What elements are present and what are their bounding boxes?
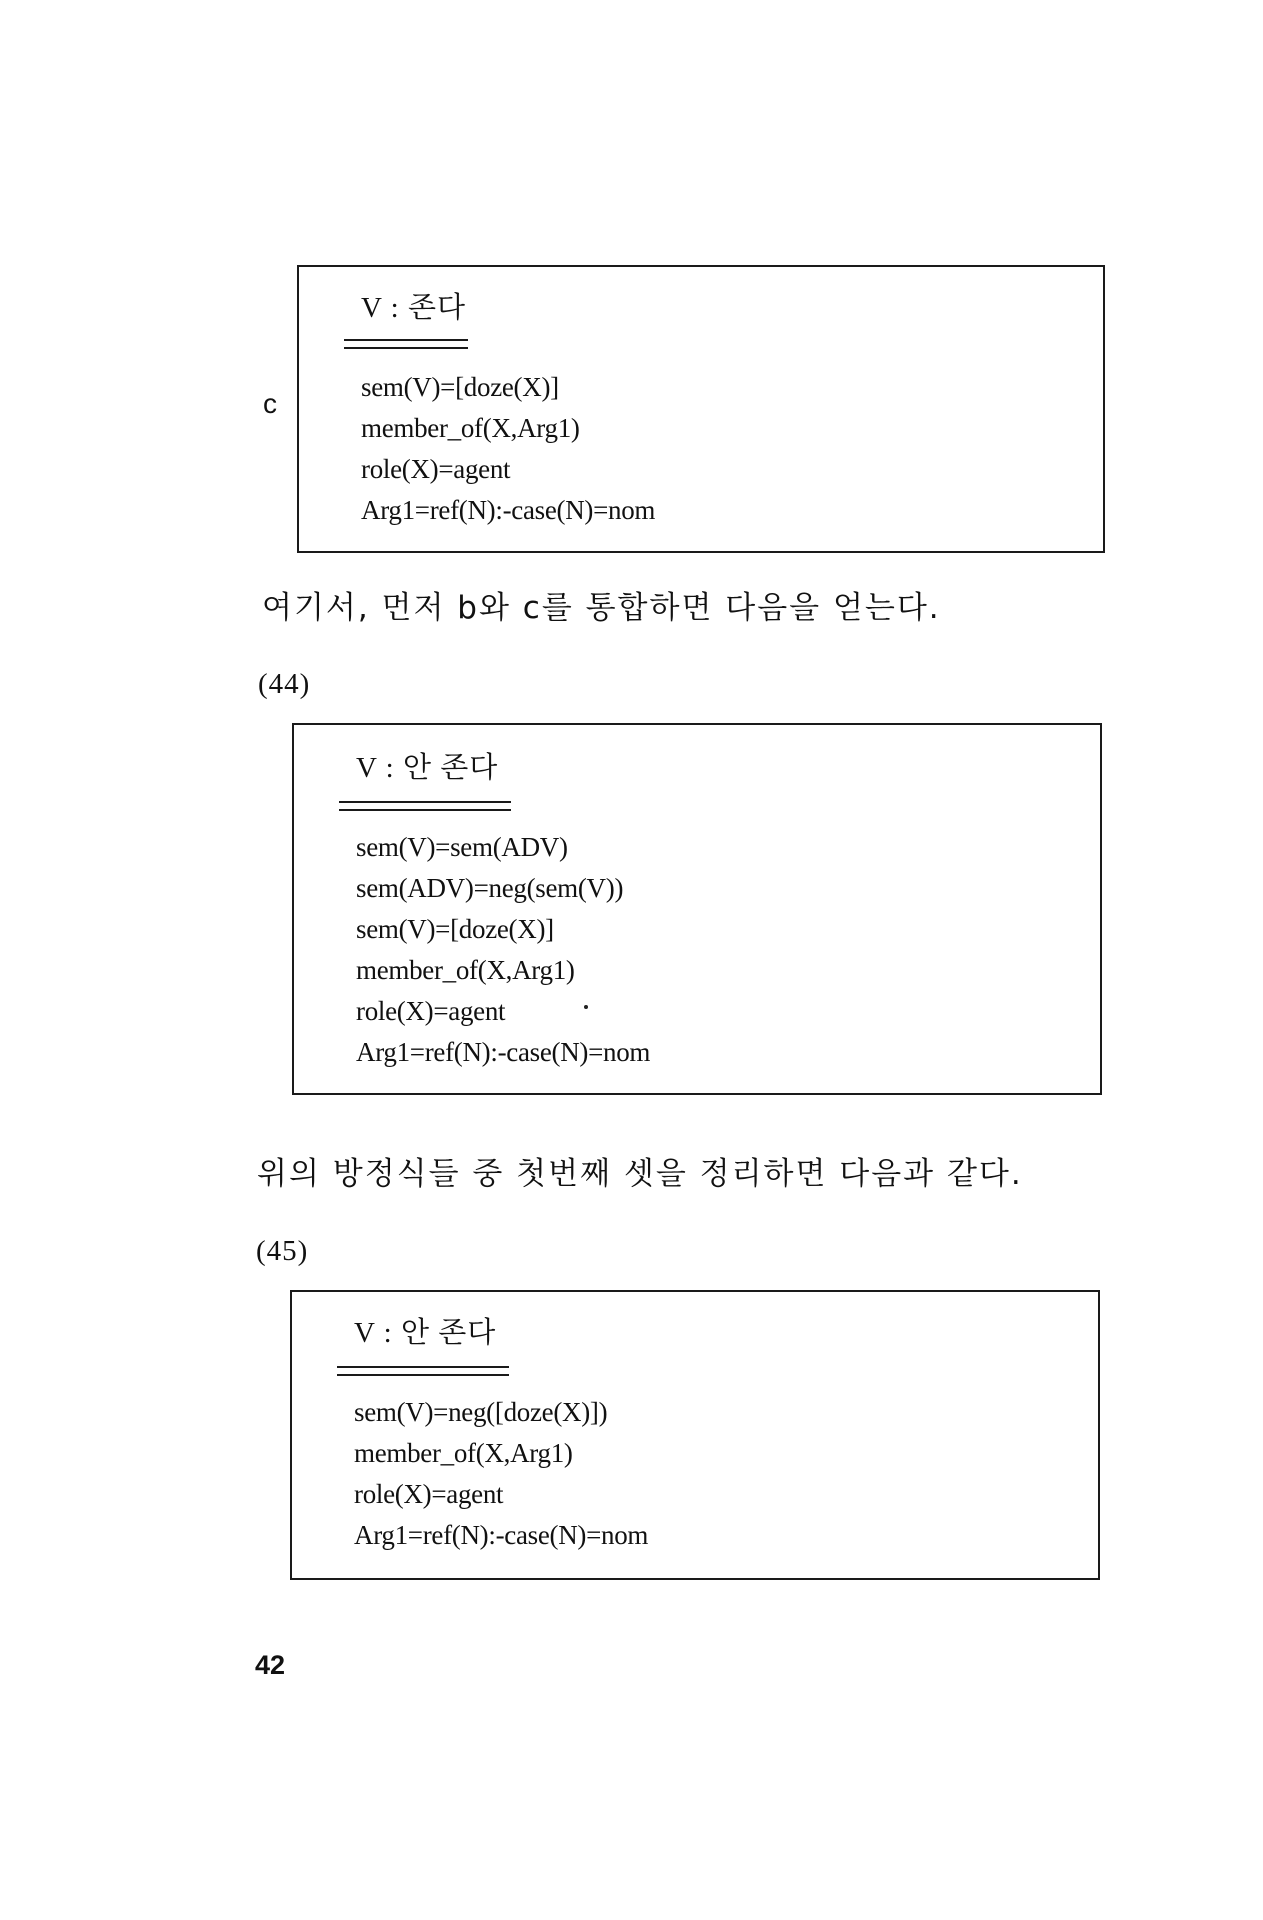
double-rule-45 xyxy=(337,1366,509,1376)
example-number-45: (45) xyxy=(256,1235,309,1267)
paragraph-2: 위의 방정식들 중 첫번째 셋을 정리하면 다음과 같다. xyxy=(257,1156,1023,1192)
equation-line: sem(V)=[doze(X)] xyxy=(356,914,554,944)
double-rule-44 xyxy=(339,801,511,811)
print-speck xyxy=(584,1005,588,1009)
avm-box-45 xyxy=(290,1290,1100,1580)
equation-list-44 xyxy=(356,827,650,1073)
equation-line: member_of(X,Arg1) xyxy=(356,955,575,985)
avm-head-c: V : 존다 xyxy=(361,292,467,324)
equation-line: role(X)=agent xyxy=(354,1479,504,1509)
equation-line: Arg1=ref(N):-case(N)=nom xyxy=(356,1037,651,1067)
equation-line: role(X)=agent xyxy=(356,996,506,1026)
equation-line: sem(V)=neg([doze(X)]) xyxy=(354,1397,608,1427)
avm-box-44 xyxy=(292,723,1102,1095)
double-rule-c xyxy=(344,339,468,349)
equation-line: Arg1=ref(N):-case(N)=nom xyxy=(354,1520,649,1550)
equation-line: sem(V)=sem(ADV) xyxy=(356,832,568,862)
equation-line: member_of(X,Arg1) xyxy=(361,413,580,443)
avm-head-44: V : 안 존다 xyxy=(356,752,499,784)
equation-list-45 xyxy=(354,1392,648,1556)
page-number: 42 xyxy=(255,1650,286,1680)
equation-line: sem(V)=[doze(X)] xyxy=(361,372,559,402)
equation-line: sem(ADV)=neg(sem(V)) xyxy=(356,873,624,903)
example-number-44: (44) xyxy=(258,668,311,700)
avm-box-c xyxy=(297,265,1105,553)
paragraph-1: 여기서, 먼저 b와 c를 통합하면 다음을 얻는다. xyxy=(262,590,941,626)
equation-line: role(X)=agent xyxy=(361,454,511,484)
equation-line: member_of(X,Arg1) xyxy=(354,1438,573,1468)
equation-line: Arg1=ref(N):-case(N)=nom xyxy=(361,495,656,525)
example-label-c: c xyxy=(263,388,277,419)
avm-head-45: V : 안 존다 xyxy=(354,1317,497,1349)
equation-list-c xyxy=(361,367,655,531)
